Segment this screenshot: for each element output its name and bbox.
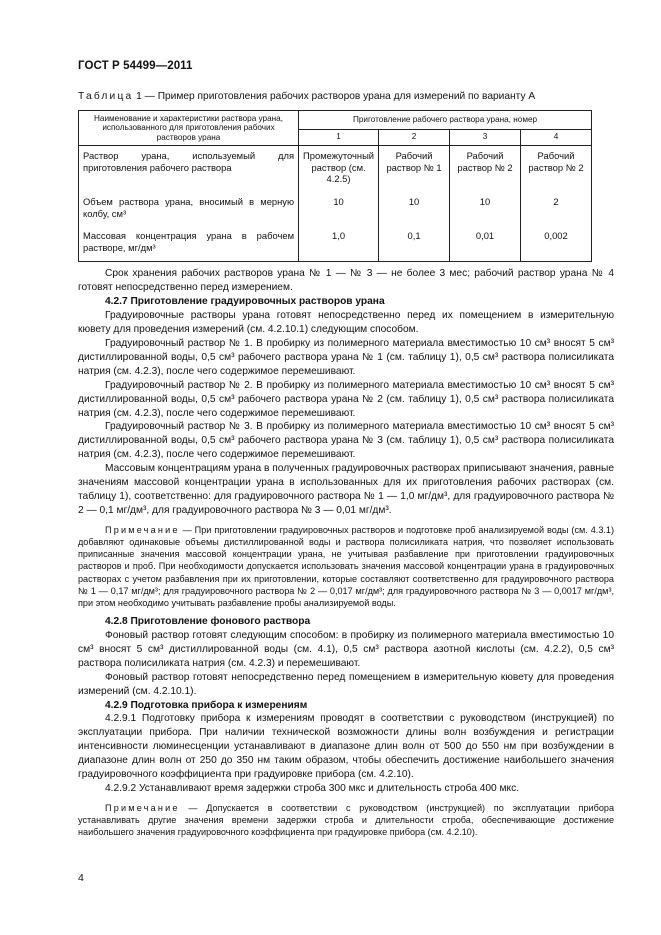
column-number: 4 (521, 130, 592, 146)
cell-value: Промежуточный раствор (см. 4.2.5) (299, 146, 379, 193)
table-caption-label: Таблица (78, 91, 134, 102)
table-row (79, 192, 592, 226)
column-number: 1 (299, 130, 379, 146)
table-caption (78, 91, 535, 102)
note-1 (78, 524, 614, 609)
note-1-text: — При приготовлении градуировочных растворов и подготовке проб анализируемой воды (см. 4.3.1) добавляют одинаковые объемы дистиллированной воды и раствора полисиликата натрия, что позволяет использовать приписанные значения массовой концентрации урана, не учитывая разбавление при приготовлении градуировочных растворов и проб. При необходимости допускается использовать значения массовой концентрации урана в градуировочных растворах с учетом разбавления при их приготовлении, которые составляют соответственно для градуировочного раствора № 1 — 0,17 мг/дм³; для градуировочного раствора № 2 — 0,017 мг/дм³; для градуировочного раствора № 3 — 0,0017 мг/дм³, при этом необходимо учитывать разбавление пробы анализируемой воды. (78, 525, 614, 608)
cell-value: 10 (450, 192, 521, 226)
note-label: Примечание (105, 803, 180, 814)
cell-value: 0,01 (450, 226, 521, 262)
standard-header: ГОСТ Р 54499—2011 (78, 60, 193, 72)
column-header-name: Наименование и характеристики раствора урана, использованного для приготовления рабочих растворов урана (79, 111, 299, 146)
body-text (78, 267, 614, 844)
table-row (79, 226, 592, 262)
cell-value: 2 (521, 192, 592, 226)
preparation-table (78, 110, 592, 262)
row-label: Раствор урана, используемый для приготовления рабочего раствора (79, 146, 299, 193)
cell-value: 0,002 (521, 226, 592, 262)
paragraph-storage: Срок хранения рабочих растворов урана № 1 — № 3 — не более 3 мес; рабочий раствор урана № 4 готовят непосредственно перед измерением. (78, 268, 614, 293)
note-2-text: — Допускается в соответствии с руководством (инструкцией) по эксплуатации прибора устанавливать другие значения времени задержки строба и длительности строба, обеспечивающие достижение наибольшего значения градуировочного коэффициента при градуировке прибора (см. 4.2.10). (78, 803, 614, 838)
cell-value: 0,1 (379, 226, 450, 262)
paragraph-4-2-7-intro: Градуировочные растворы урана готовят непосредственно перед их помещением в измерительную кювету для проведения измерений (см. 4.2.10.1) следующим способом. (78, 309, 614, 335)
column-header-preparation: Приготовление рабочего раствора урана, номер (299, 111, 592, 130)
note-label: Примечание (105, 525, 180, 536)
paragraph-4-2-8-1: Фоновый раствор готовят следующим способом: в пробирку из полимерного материала вместимостью 10 см³ вносят 5 см³ дистиллированной воды (см. 4.1), 0,5 см³ раствора азотной кислоты (см. 4.2.2), 0,5 см³ раствора полисиликата натрия (см. 4.2.3) и перемешивают. (78, 629, 614, 669)
paragraph-mass-concentration: Массовым концентрациям урана в полученных градуировочных растворах приписывают значения, равные значениям массовой концентрации урана в использованных для их приготовления рабочих растворах (см. таблицу 1), соответственно: для градуировочного раствора № 1 — 1,0 мг/дм³, для градуировочного раствора № 2 — 0,1 мг/дм³, для градуировочного раствора № 3 — 0,01 мг/дм³. (78, 463, 614, 517)
paragraph-4-2-9-1: 4.2.9.1 Подготовку прибора к измерениям проводят в соответствии с руководством (инструкцией) по эксплуатации прибора. При наличии технической возможности длины волн возбуждения и регистрации интенсивности люминесценции устанавливают в диапазоне длин волн от 500 до 550 нм при возбуждении в диапазоне длин волн от 250 до 350 нм таким образом, чтобы обеспечить достижение наибольшего значения градуировочного коэффициента при градуировке прибора (см. 4.2.10). (78, 713, 614, 781)
paragraph-calibration-1: Градуировочный раствор № 1. В пробирку из полимерного материала вместимостью 10 см³ вносят 5 см³ дистиллированной воды, 0,5 см³ рабочего раствора урана № 1 (см. таблицу 1), 0,5 см³ раствора полисиликата натрия (см. 4.2.3), после чего содержимое перемешивают. (78, 337, 614, 377)
paragraph-4-2-8-2: Фоновый раствор готовят непосредственно перед помещением в измерительную кювету для проведения измерений (см. 4.2.10.1). (78, 671, 614, 697)
row-label: Объем раствора урана, вносимый в мерную колбу, см³ (79, 192, 299, 226)
heading-4-2-7: 4.2.7 Приготовление градуировочных растворов урана (105, 295, 385, 307)
paragraph-calibration-3: Градуировочный раствор № 3. В пробирку из полимерного материала вместимостью 10 см³ вносят 5 см³ дистиллированной воды, 0,5 см³ рабочего раствора урана № 3 (см. таблицу 1), 0,5 см³ раствора полисиликата натрия (см. 4.2.3), после чего содержимое перемешивают. (78, 421, 614, 461)
cell-value: Рабочий раствор № 2 (521, 146, 592, 193)
note-2 (78, 802, 614, 838)
column-number: 3 (450, 130, 521, 146)
cell-value: Рабочий раствор № 1 (379, 146, 450, 193)
heading-4-2-8: 4.2.8 Приготовление фонового раствора (105, 615, 311, 627)
table-row (79, 146, 592, 193)
heading-4-2-9: 4.2.9 Подготовка прибора к измерениям (105, 699, 308, 711)
cell-value: 10 (379, 192, 450, 226)
paragraph-calibration-2: Градуировочный раствор № 2. В пробирку из полимерного материала вместимостью 10 см³ вносят 5 см³ дистиллированной воды, 0,5 см³ рабочего раствора урана № 2 (см. таблицу 1), 0,5 см³ раствора полисиликата натрия (см. 4.2.3), после чего содержимое перемешивают. (78, 379, 614, 419)
column-number: 2 (379, 130, 450, 146)
row-label: Массовая концентрация урана в рабочем растворе, мг/дм³ (79, 226, 299, 262)
page-number: 4 (78, 872, 84, 884)
cell-value: 10 (299, 192, 379, 226)
table-caption-text: 1 — Пример приготовления рабочих растворов урана для измерений по варианту А (133, 91, 536, 102)
paragraph-4-2-9-2: 4.2.9.2 Устанавливают время задержки строба 300 мкс и длительность строба 400 мкс. (105, 783, 520, 795)
table-header-row (79, 111, 592, 130)
cell-value: 1,0 (299, 226, 379, 262)
cell-value: Рабочий раствор № 2 (450, 146, 521, 193)
